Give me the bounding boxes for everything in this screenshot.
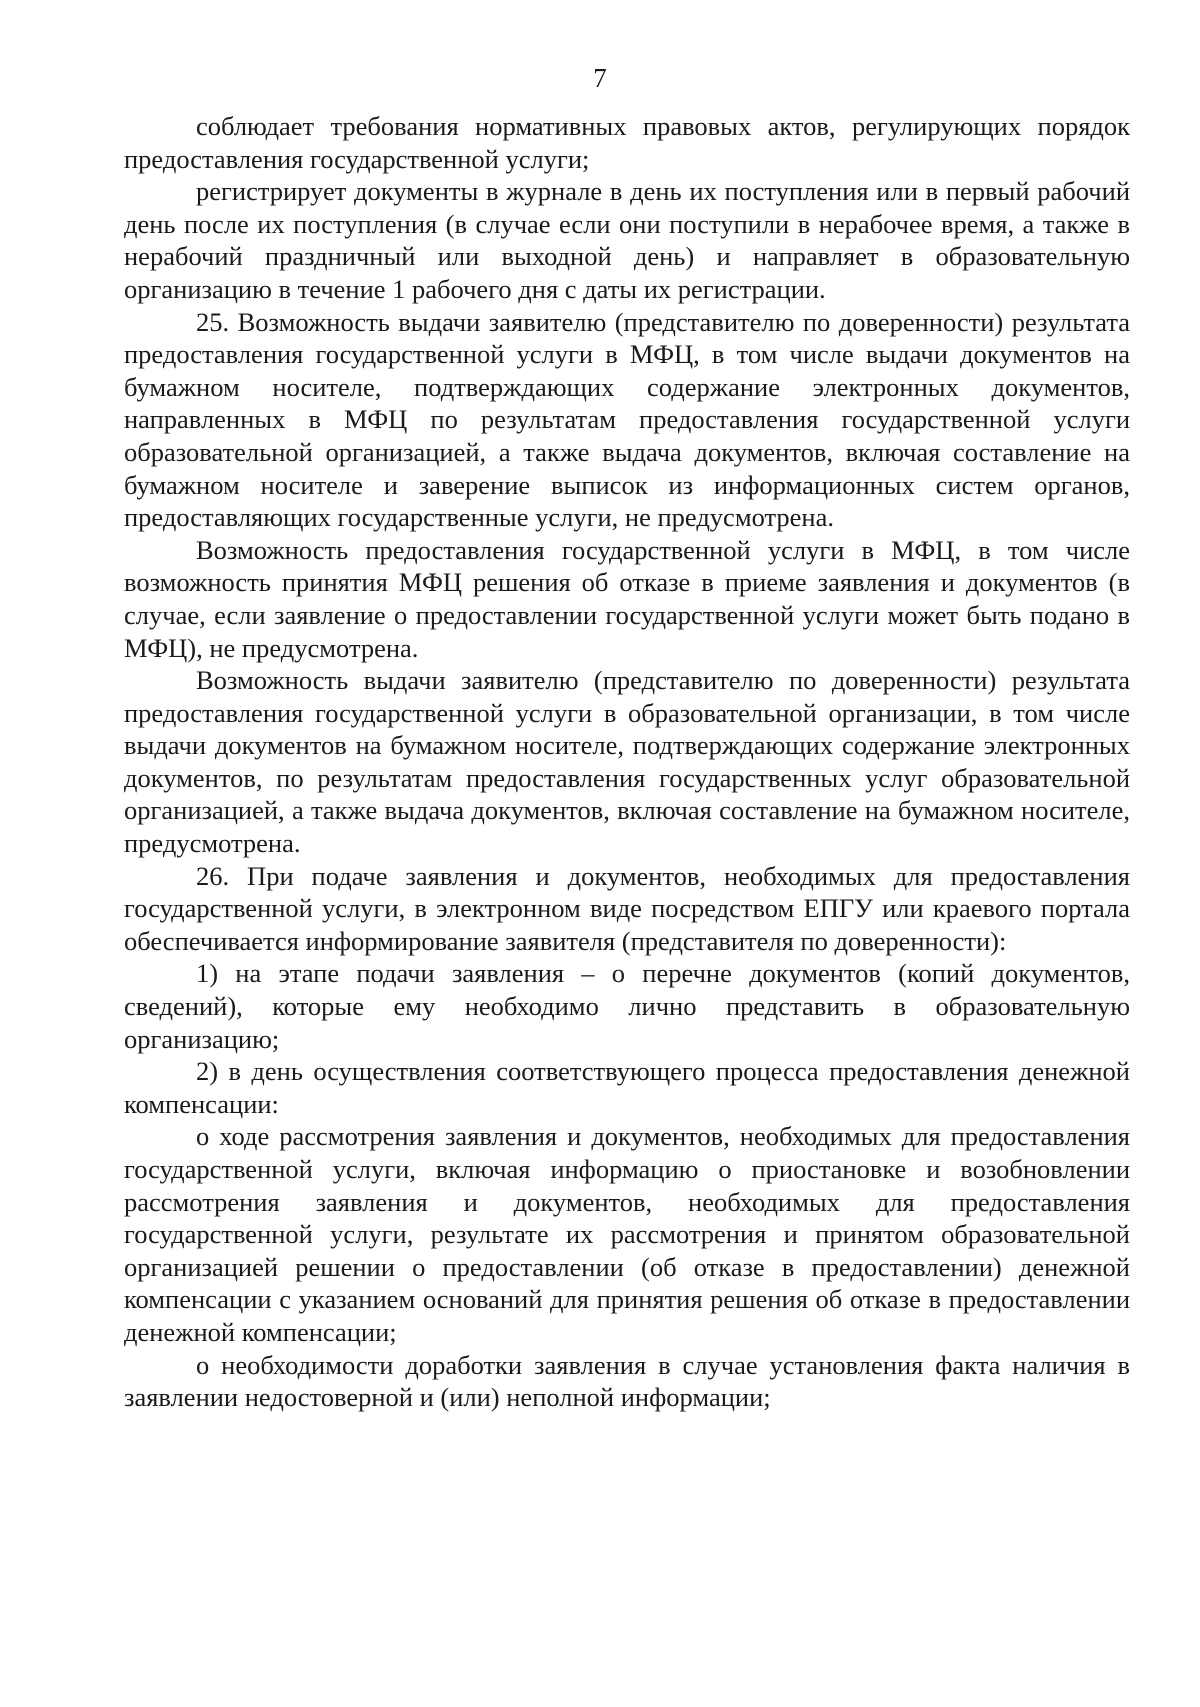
document-body — [124, 110, 1130, 1414]
paragraph-compliance-continuation: соблюдает требования нормативных правовых актов, регулирующих порядок предоставления государственной услуги; — [124, 111, 1130, 174]
paragraph-item-26: 26. При подаче заявления и документов, необходимых для предоставления государственной услуги, в электронном виде посредством ЕПГУ или краевого портала обеспечивается информирование заявителя (представителя по доверенности): — [124, 860, 1130, 956]
paragraph-mfc-service: Возможность предоставления государственной услуги в МФЦ, в том числе возможность принятия МФЦ решения об отказе в приеме заявления и документов (в случае, если заявление о предоставлении государственной услуги может быть подано в МФЦ), не предусмотрена. — [124, 534, 1130, 663]
paragraph-subitem-2: 2) в день осуществления соответствующего процесса предоставления денежной компенсации: — [124, 1056, 1130, 1119]
paragraph-result-issuance: Возможность выдачи заявителю (представителю по доверенности) результата предоставления государственной услуги в образовательной организации, в том числе выдачи документов на бумажном носителе, подтверждающих содержание электронных документов, по результатам предоставления государственных услуг образовательной организацией, а также выдача документов, включая составление на бумажном носителе, предусмотрена. — [124, 665, 1130, 859]
paragraph-review-progress: о ходе рассмотрения заявления и документов, необходимых для предоставления государственной услуги, включая информацию о приостановке и возобновлении рассмотрения заявления и документов, необходимых для предоставления государственной услуги, результате их рассмотрения и принятом образовательной организацией решении о предоставлении (об отказе в предоставлении) денежной компенсации с указанием оснований для принятия решения об отказе в предоставлении денежной компенсации; — [124, 1121, 1130, 1347]
paragraph-revision-needed: о необходимости доработки заявления в случае установления факта наличия в заявлении недостоверной и (или) неполной информации; — [124, 1349, 1130, 1413]
paragraph-item-25: 25. Возможность выдачи заявителю (представителю по доверенности) результата предоставления государственной услуги в МФЦ, в том числе выдачи документов на бумажном носителе, подтверждающих содержание электронных документов, направленных в МФЦ по результатам предоставления государственной услуги образовательной организацией, а также выдача документов, включая составление на бумажном носителе и заверение выписок из информационных систем органов, предоставляющих государственные услуги, не предусмотрена. — [124, 306, 1130, 533]
paragraph-registration: регистрирует документы в журнале в день их поступления или в первый рабочий день после их поступления (в случае если они поступили в нерабочее время, а также в нерабочий праздничный или выходной день) и направляет в образовательную организацию в течение 1 рабочего дня с даты их регистрации. — [124, 176, 1130, 304]
paragraph-subitem-1: 1) на этапе подачи заявления – о перечне документов (копий документов, сведений), которые ему необходимо лично представить в образовательную организацию; — [124, 958, 1130, 1054]
page-number: 7 — [593, 63, 607, 93]
